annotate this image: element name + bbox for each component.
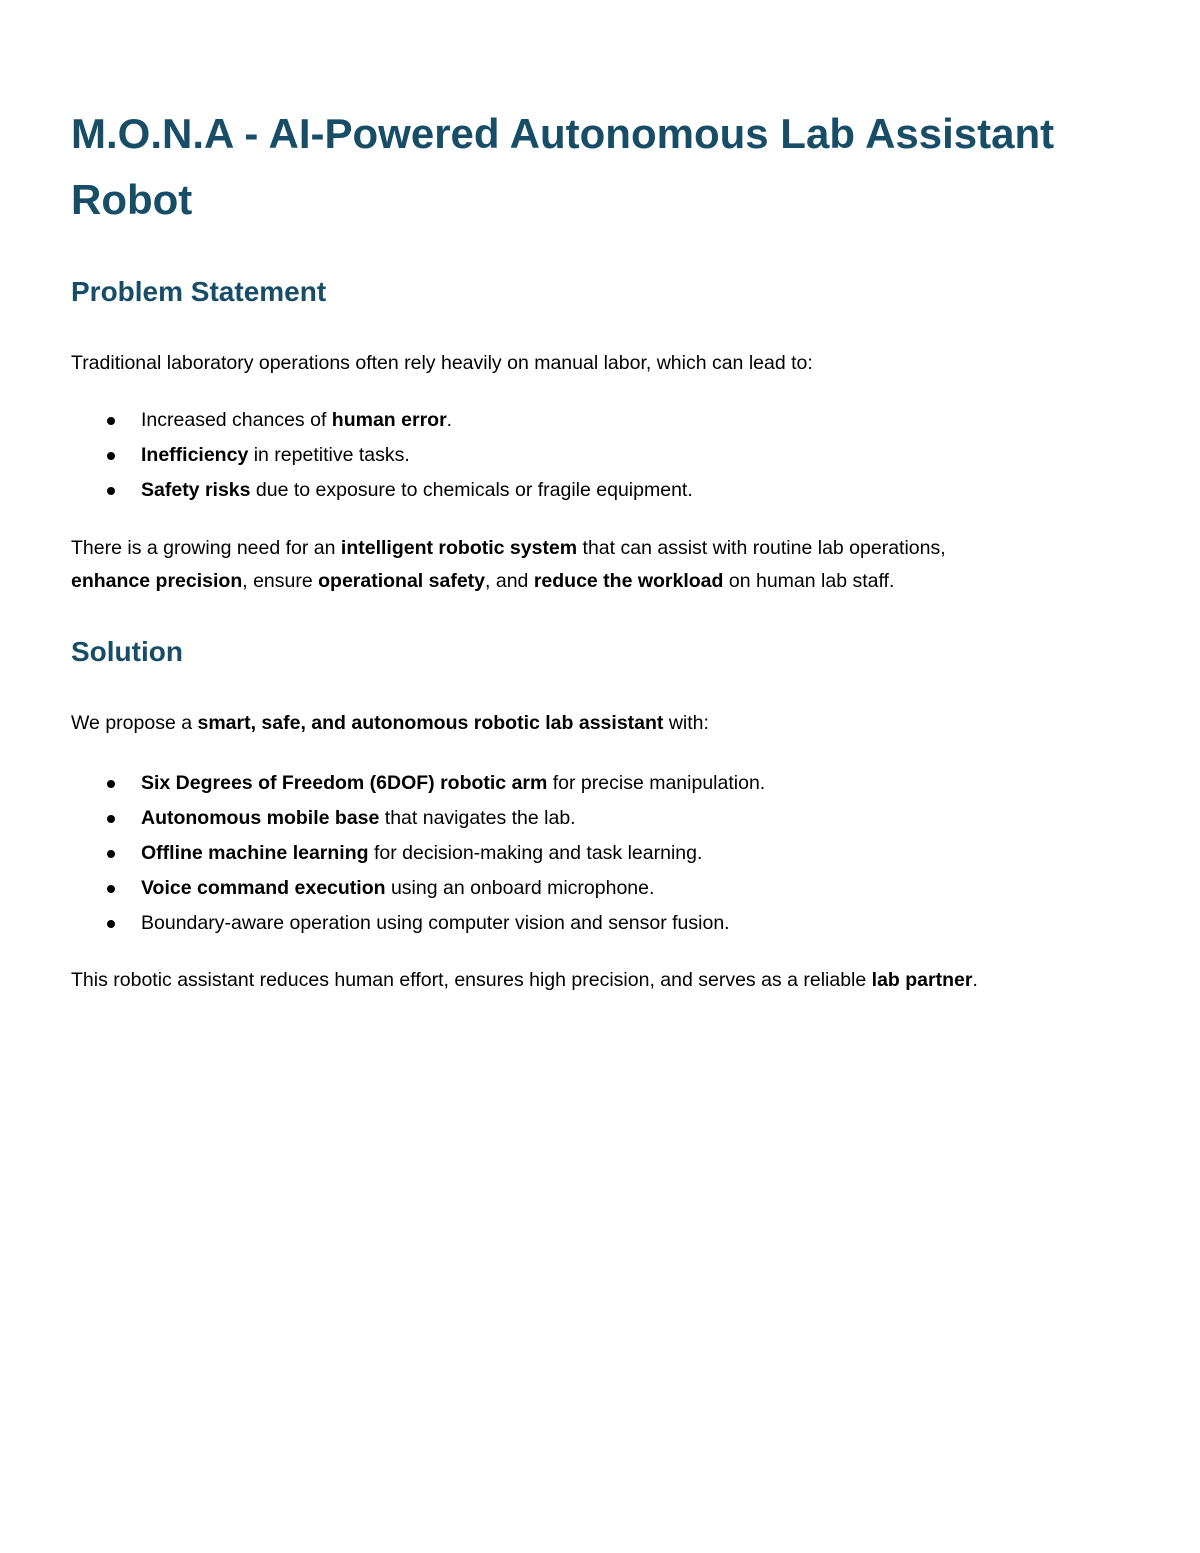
solution-bullet-list bbox=[71, 766, 765, 941]
bullet-icon bbox=[107, 920, 115, 928]
list-item: Offline machine learning for decision-making and task learning. bbox=[71, 836, 765, 871]
need-line-1: There is a growing need for an intelligent robotic system that can assist with routine lab operations, bbox=[71, 537, 946, 559]
problem-bullet-list bbox=[71, 403, 693, 508]
bullet-icon bbox=[107, 815, 115, 823]
document-title: M.O.N.A - AI-Powered Autonomous Lab Assistant Robot bbox=[71, 110, 1055, 223]
list-item: Increased chances of human error. bbox=[71, 403, 693, 438]
bullet-icon bbox=[107, 417, 115, 425]
list-item: Inefficiency in repetitive tasks. bbox=[71, 438, 693, 473]
list-item: Voice command execution using an onboard microphone. bbox=[71, 871, 765, 906]
bullet-icon bbox=[107, 452, 115, 460]
solution-heading: Solution bbox=[71, 636, 183, 667]
bullet-icon bbox=[107, 780, 115, 788]
problem-need-paragraph bbox=[71, 532, 946, 598]
list-item: Boundary-aware operation using computer vision and sensor fusion. bbox=[71, 906, 765, 941]
list-item: Six Degrees of Freedom (6DOF) robotic arm for precise manipulation. bbox=[71, 766, 765, 801]
bullet-icon bbox=[107, 850, 115, 858]
problem-intro-paragraph: Traditional laboratory operations often rely heavily on manual labor, which can lead to: bbox=[71, 352, 813, 374]
problem-statement-heading: Problem Statement bbox=[71, 276, 327, 307]
solution-intro-paragraph: We propose a smart, safe, and autonomous robotic lab assistant with: bbox=[71, 712, 709, 734]
need-line-2: enhance precision, ensure operational safety, and reduce the workload on human lab staff. bbox=[71, 570, 895, 592]
bullet-icon bbox=[107, 487, 115, 495]
list-item: Safety risks due to exposure to chemicals or fragile equipment. bbox=[71, 473, 693, 508]
solution-closing-paragraph: This robotic assistant reduces human effort, ensures high precision, and serves as a reliable lab partner. bbox=[71, 969, 978, 991]
list-item: Autonomous mobile base that navigates the lab. bbox=[71, 801, 765, 836]
bullet-icon bbox=[107, 885, 115, 893]
